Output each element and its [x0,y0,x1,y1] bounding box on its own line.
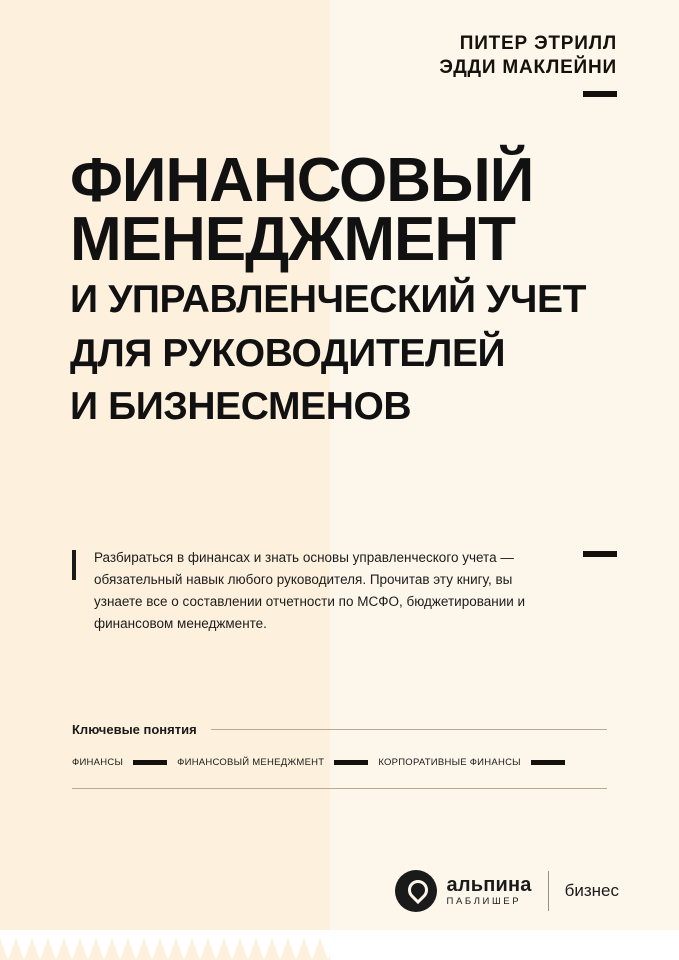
keywords-header-row [72,722,607,737]
title-block [70,146,640,429]
torn-edge-tooth [72,938,88,960]
title-line-1: ФИНАНСОВЫЙ [70,146,534,215]
torn-edge-tooth [88,938,104,960]
keywords-heading: Ключевые понятия [72,722,197,737]
torn-edge-tooth [0,938,8,960]
subtitle-line-3: И БИЗНЕСМЕНОВ [70,385,412,429]
torn-edge-tooth [328,938,330,960]
publisher-name: альпина [446,874,532,897]
publisher-name-block [447,874,532,907]
side-dash-mark [583,551,617,557]
torn-edge-tooth [24,938,40,960]
torn-edge-tooth [248,938,264,960]
title-line-2: МЕНЕДЖМЕНТ [70,205,515,275]
keyword-tag: ФИНАНСЫ [72,757,124,768]
blurb-text: Разбираться в финансах и знать основы управленческого учета — обязательный навык любого руководителя. Прочитав эту книгу, вы узнаете все о составлении отчетности по МСФО, бюджетировании и финансовом менеджменте. [94,550,526,631]
torn-edge-tooth [200,938,216,960]
torn-edge-tooth [232,938,248,960]
torn-edge-tooth [216,938,232,960]
subtitle-line-2: ДЛЯ РУКОВОДИТЕЛЕЙ [70,331,506,375]
torn-edge-tooth [8,938,24,960]
torn-edge-tooth [136,938,152,960]
torn-edge-tooth [184,938,200,960]
publisher-divider [548,871,549,911]
authors-rule [583,91,617,97]
torn-edge-tooth [264,938,280,960]
torn-edge-tooth [56,938,72,960]
keywords-header-rule [211,729,607,730]
keywords-bottom-rule [72,788,607,789]
torn-edge-tooth [104,938,120,960]
keywords-block [72,722,607,789]
keyword-separator [531,760,565,765]
cover-right-panel [330,0,679,960]
torn-edge-tooth [312,938,328,960]
torn-edge-tooth [280,938,296,960]
subtitle-line-1: И УПРАВЛЕНЧЕСКИЙ УЧЕТ [70,278,587,322]
alpina-droplet-icon [395,870,437,912]
author-name-2: ЭДДИ МАКЛЕЙНИ [439,57,617,79]
publisher-block [395,870,619,912]
torn-edge-strip [0,930,679,960]
keyword-tag: ФИНАНСОВЫЙ МЕНЕДЖМЕНТ [177,757,325,768]
torn-edge-tooth [296,938,312,960]
torn-edge-tooth [120,938,136,960]
authors-block [439,32,617,97]
author-name-1: ПИТЕР ЭТРИЛЛ [459,33,617,54]
keyword-tag: КОРПОРАТИВНЫЕ ФИНАНСЫ [378,757,521,768]
torn-edge-tooth [168,938,184,960]
publisher-subtitle: ПАБЛИШЕР [446,895,522,907]
keywords-tags [72,757,607,768]
blurb-block [72,547,556,634]
torn-edge-tooth [40,938,56,960]
publisher-imprint: бизнес [564,881,619,900]
blurb-accent-bar [72,550,76,580]
keyword-separator [133,760,167,765]
keyword-separator [334,760,368,765]
torn-edge-tooth [152,938,168,960]
torn-edge-teeth [0,934,330,960]
